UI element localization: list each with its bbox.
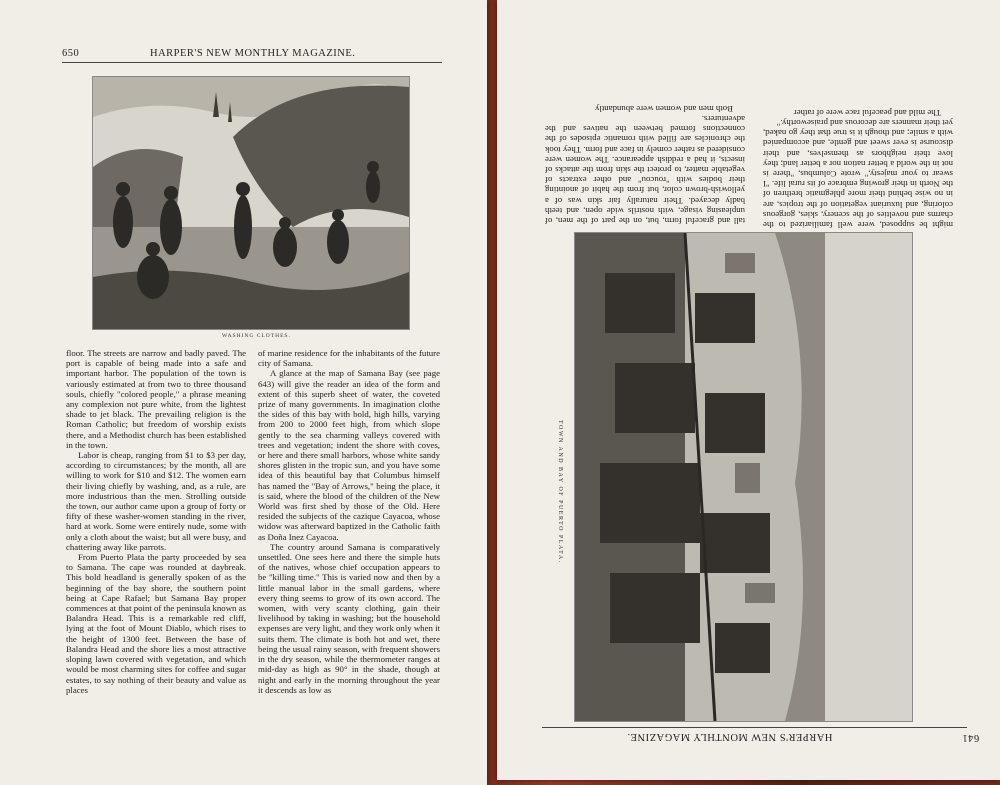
left-magazine-page [0,0,487,785]
left-col2-paragraph: A glance at the map of Samana Bay (see page 643) will give the reader an idea of the form and extent of this superb sheet of water, the coveted prize of many governments. In imagination clothe the sides of this bay with bold, high hills, varying from 200 to 2000 feet high, from which slope gently to the sea charming valleys covered with trees and vegetation; indent the shore with coves, or here and there small harbors, whose white sandy shores glisten in the tropic sun, and you have some idea of this beautiful bay that Columbus himself has named the "Bay of Arrows," being the place, it is said, where the blood of the children of the New World was first shed by those of the Old. Here resided the subjects of the cazique Cayacoa, whose widow was afterward baptized in the Catholic faith as Doña Inez Cayacoa. [258,368,440,542]
right-page-column-2 [545,56,745,226]
town-and-bay-illustration [575,233,912,721]
left-col2-paragraph: of marine residence for the inhabitants of the future city of Samana. [258,348,440,369]
right-col1-paragraph: The mild and peaceful race were of rather [793,107,941,118]
left-col1-paragraph: floor. The streets are narrow and badly paved. The port is capable of being made into a safe and important harbor. The population of the town is variously estimated at from two to three thousand souls, chiefly "colored people," a phrase meaning any complexion not pure white, from the lightest shade to jet black. The prevailing religion is the Roman Catholic; but freedom of worship exists there, and a Methodist church has been established in the town. [66,348,246,450]
right-magazine-page [497,0,1000,780]
right-col2-paragraph: tall and graceful form, but, on the part of the men, of unpleasing visage, with nostrils wide open, and teeth badly decayed. Their naturally fair skin was of a yellowish-brown color, but from the habit of anointing their bodies with "roucou" and other extracts of vegetable matter, to protect the skin from the attacks of insects, it had a reddish appearance. The women were considered as rather comely in face and form. They took the chronicles are filled with romantic episodes of the connections formed between the natives and the adventurers. [545,113,745,226]
washing-clothes-engraving [92,76,410,330]
right-illustration-caption: TOWN AND BAY OF PUERTO PLATA. [557,420,563,564]
left-page-column-1 [66,348,246,695]
right-running-head: HARPER'S NEW MONTHLY MAGAZINE. [627,731,833,742]
right-col1-paragraph: might be supposed, were well familiarized to the charms and novelties of the scenery, skies, gorgeous coloring, and luxuriant vegetation of the tropics, are in no wise behind their more phlegmatic brethren of the North in their growing embrace of its rural life. "I swear to your majesty," wrote Columbus, "there is not in the world a better nation nor a better land; they love their neighbors as themselves, and their discourse is ever sweet and gentle, and accompanied with a smile; and though it is true that they go naked, yet their manners are decorous and praiseworthy." [763,117,953,230]
left-col1-paragraph: Labor is cheap, ranging from $1 to $3 per day, according to circumstances; by the month, all are willing to work for $10 and $12. The women earn their living chiefly by washing, and, as a rule, are more industrious than the men. Strolling outside the town, our author came upon a group of forty or fifty of these washer-women standing in the river, hard at work. Some were entirely nude, some with only a cloth about the waist; but all were busy, and chattering away like parrots. [66,450,246,552]
right-page-column-1 [763,40,953,230]
left-illustration-caption: WASHING CLOTHES. [222,333,291,339]
left-header-rule [62,62,442,63]
left-running-head: HARPER'S NEW MONTHLY MAGAZINE. [150,48,356,59]
left-page-column-2 [258,348,440,695]
left-col1-paragraph: From Puerto Plata the party proceeded by sea to Samana. The cape was rounded at daybreak. This bold headland is generally spoken of as the beginning of the bay shore, the southern point being at Cape Rafael; but Samana Bay proper commences at that point of the peninsula known as Balandra Head. This is a remarkable red cliff, lying at the foot of Mount Diablo, which rises to the height of 1300 feet. Between the base of Balandra Head and the shore lies a most attractive sloping lawn covered with vegetation, and which would be most charming sites for coffee and sugar estates, to say nothing of their beauty and value as places [66,552,246,695]
left-page-number: 650 [62,48,80,59]
right-header-rule [542,727,967,728]
right-col2-paragraph: Both men and women were abundantly [594,103,733,114]
left-col2-paragraph: The country around Samana is comparatively unsettled. One sees here and there the simple huts of the natives, whose chief occupation appears to be "killing time." This is varied now and then by a little manual labor in the small gardens, where every thing seems to grow of its own accord. The women, with very scanty clothing, gain their livelihood by taking in washing; but the household expenses are very light, and they work only when it suits them. The climate is both hot and wet, there being the usual rainy season, with frequent showers in the dry season, while the thermometer ranges at mid-day as high as 90° in the shade, though at night and early in the morning throughout the year it descends as low as [258,541,440,695]
puerto-plata-engraving [574,232,913,722]
washing-clothes-illustration [93,77,409,329]
right-page-number: 641 [962,732,980,743]
